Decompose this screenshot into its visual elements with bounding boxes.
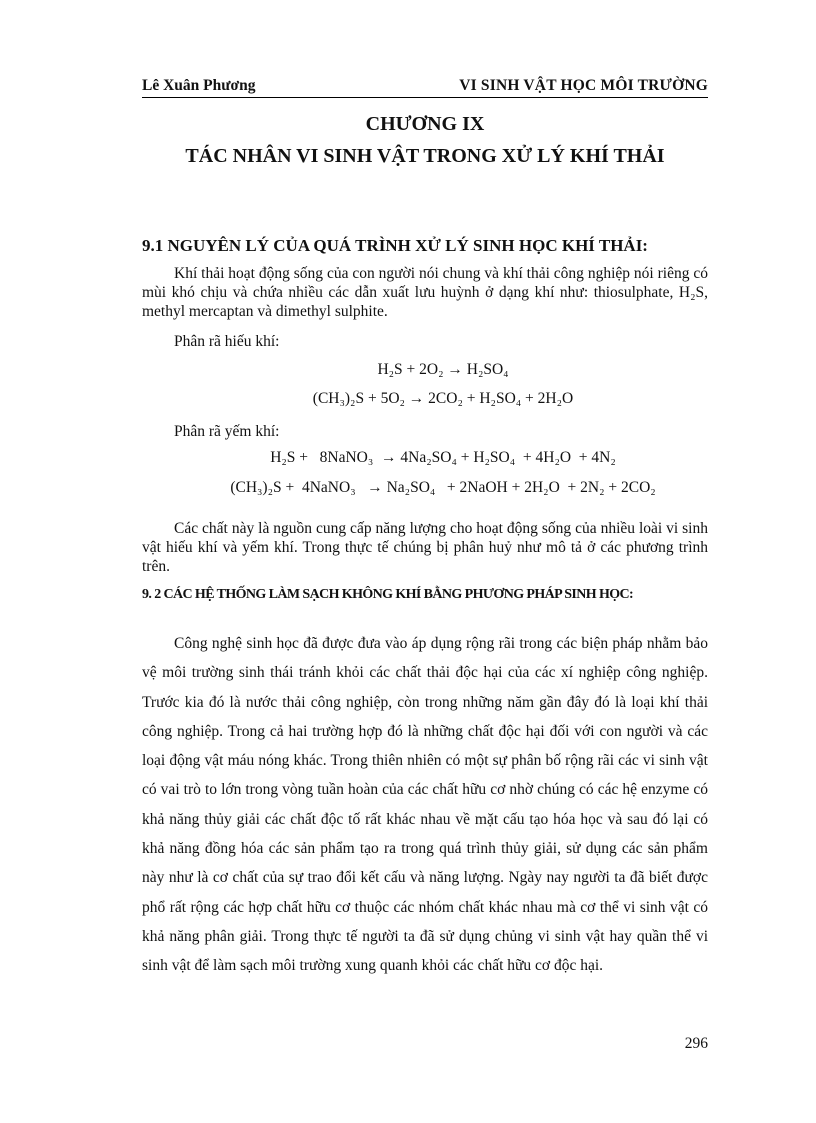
header-book-title: VI SINH VẬT HỌC MÔI TRƯỜNG xyxy=(459,77,708,94)
aerobic-equation-1: H₂S + 2O₂ → H₂SO₄ xyxy=(377,361,509,378)
conclusion-paragraph: Các chất này là nguồn cung cấp năng lượng cho hoạt động sống của nhiều loài vi sinh vật hiếu khí và yếm khí. Trong thực tế chúng bị phân huỷ như mô tả ở các phương trình trên. xyxy=(142,520,708,575)
anaerobic-equation-2: (CH₃)₂S + 4NaNO₃ → Na₂SO₄ + 2NaOH + 2H₂O + 2N₂ + 2CO₂ xyxy=(230,479,656,496)
chapter-title: TÁC NHÂN VI SINH VẬT TRONG XỬ LÝ KHÍ THẢI xyxy=(185,145,665,167)
section-heading-9-2: 9. 2 CÁC HỆ THỐNG LÀM SẠCH KHÔNG KHÍ BẰNG PHƯƠNG PHÁP SINH HỌC: xyxy=(142,587,634,602)
running-header xyxy=(142,75,708,98)
intro-paragraph: Khí thải hoạt động sống của con người nói chung và khí thải công nghiệp nói riêng có mùi khó chịu và chứa nhiều các dẫn xuất lưu huỳnh ở dạng khí như: thiosulphate, H₂S, methyl mercaptan và dimethyl sulphite. xyxy=(142,265,708,320)
section-heading-9-1: 9.1 NGUYÊN LÝ CỦA QUÁ TRÌNH XỬ LÝ SINH HỌC KHÍ THẢI: xyxy=(142,236,648,255)
aerobic-label: Phân rã hiếu khí: xyxy=(174,333,280,350)
anaerobic-label: Phân rã yếm khí: xyxy=(174,423,280,440)
aerobic-equation-2: (CH₃)₂S + 5O₂ → 2CO₂ + H₂SO₄ + 2H₂O xyxy=(312,390,574,407)
chapter-number: CHƯƠNG IX xyxy=(365,113,485,135)
header-author: Lê Xuân Phương xyxy=(142,77,256,94)
page-number: 296 xyxy=(684,1035,708,1052)
body-paragraph: Công nghệ sinh học đã được đưa vào áp dụng rộng rãi trong các biện pháp nhằm bảo vệ môi trường sinh thái tránh khỏi các chất thải độc hại của các xí nghiệp công nghiệp. Trước kia đó là nước thải công nghiệp, còn trong những năm gần đây đó là loại khí thải công nghiệp. Trong cả hai trường hợp đó là những chất độc hại đối với con người và các loại động vật máu nóng khác. Trong thiên nhiên có một sự phân bố rộng rãi các vi sinh vật có vai trò to lớn trong vòng tuần hoàn của các chất hữu cơ nhờ chúng có các hệ enzyme có khả năng thủy giải các chất độc tố rất khác nhau về mặt cấu tạo hóa học và sau đó lại có khả năng đồng hóa các sản phẩm tạo ra trong quá trình thủy giải, sử dụng các sản phẩm này như là cơ chất của sự trao đổi kết cấu và năng lượng. Ngày nay người ta đã biết được phổ rất rộng các hợp chất hữu cơ thuộc các nhóm chất khác nhau mà cơ thể vi sinh vật có khả năng phân giải. Trong thực tế người ta đã sử dụng chủng vi sinh vật hay quần thể vi sinh vật để làm sạch môi trường xung quanh khỏi các chất hữu cơ độc hại. xyxy=(142,635,708,975)
anaerobic-equation-1: H₂S + 8NaNO₃ → 4Na₂SO₄ + H₂SO₄ + 4H₂O + 4N₂ xyxy=(270,449,616,466)
